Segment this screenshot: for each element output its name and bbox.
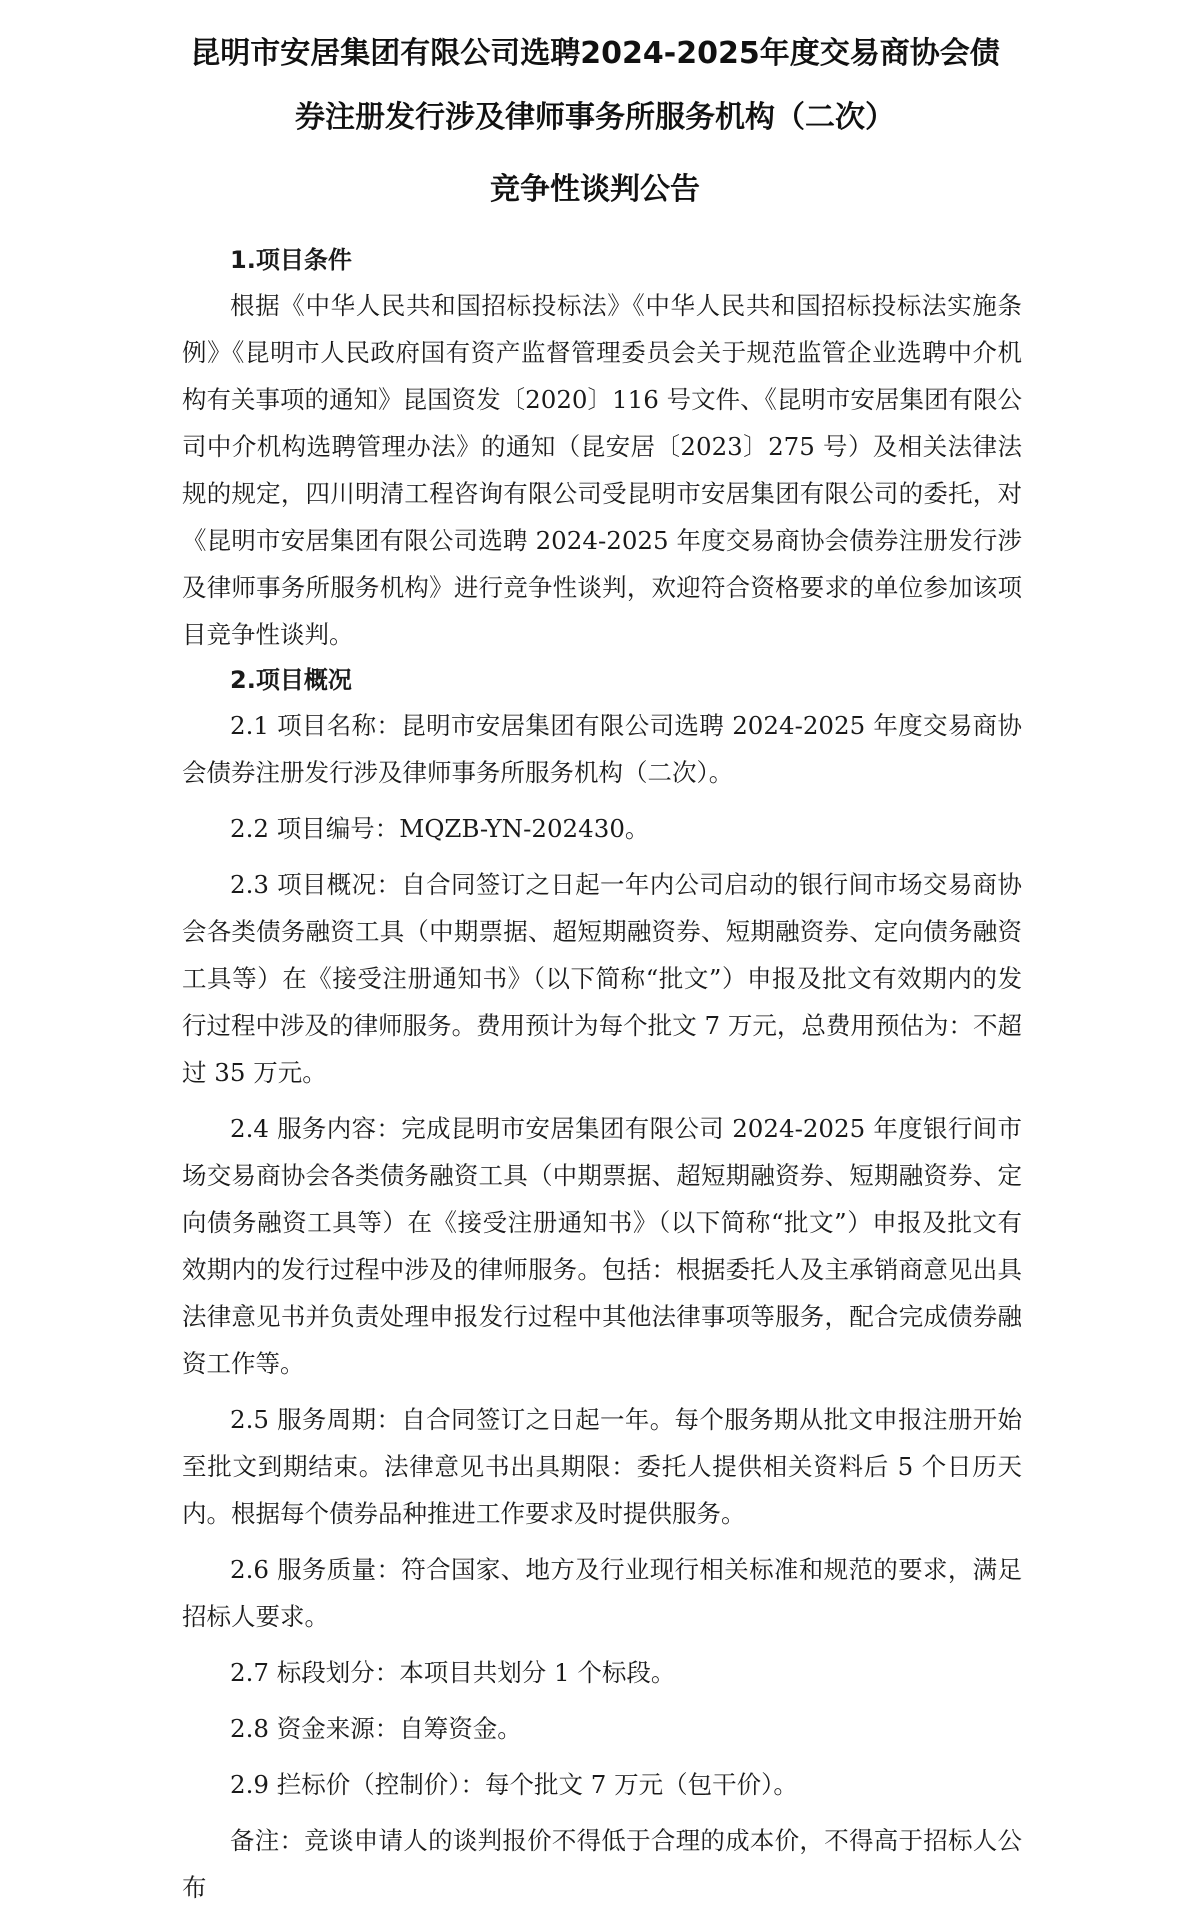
item-2-5-service-period: 2.5 服务周期：自合同签订之日起一年。每个服务期从批文申报注册开始至批文到期结束。法律意见书出具期限：委托人提供相关资料后 5 个日历天内。根据每个债券品种推进工作要求及时提供服务。 bbox=[182, 1405, 1022, 1528]
item-2-3-project-summary: 2.3 项目概况：自合同签订之日起一年内公司启动的银行间市场交易商协会各类债务融资工具（中期票据、超短期融资券、短期融资券、定向债务融资工具等）在《接受注册通知书》（以下简称“批文”）申报及批文有效期内的发行过程中涉及的律师服务。费用预计为每个批文 7 万元，总费用预估为：不超过 35 万元。 bbox=[182, 870, 1022, 1087]
item-2-1-project-name: 2.1 项目名称：昆明市安居集团有限公司选聘 2024-2025 年度交易商协会债券注册发行涉及律师事务所服务机构（二次）。 bbox=[182, 711, 1022, 787]
title-line-2: 券注册发行涉及律师事务所服务机构（二次） bbox=[295, 100, 895, 135]
document-title bbox=[180, 22, 1010, 222]
item-2-4-service-content: 2.4 服务内容：完成昆明市安居集团有限公司 2024-2025 年度银行间市场交易商协会各类债务融资工具（中期票据、超短期融资券、短期融资券、定向债务融资工具等）在《接受注册通知书》（以下简称“批文”）申报及批文有效期内的发行过程中涉及的律师服务。包括：根据委托人及主承销商意见出具法律意见书并负责处理申报发行过程中其他法律事项等服务，配合完成债券融资工作等。 bbox=[182, 1114, 1022, 1378]
project-conditions-paragraph: 根据《中华人民共和国招标投标法》《中华人民共和国招标投标法实施条例》《昆明市人民政府国有资产监督管理委员会关于规范监管企业选聘中介机构有关事项的通知》昆国资发〔2020〕116 号文件、《昆明市安居集团有限公司中介机构选聘管理办法》的通知（昆安居〔2023〕275 号）及相关法律法规的规定，四川明清工程咨询有限公司受昆明市安居集团有限公司的委托，对《昆明市安居集团有限公司选聘 2024-2025 年度交易商协会债券注册发行涉及律师事务所服务机构》进行竞争性谈判，欢迎符合资格要求的单位参加该项目竞争性谈判。 bbox=[182, 291, 1022, 649]
item-2-8-fund-source: 2.8 资金来源：自筹资金。 bbox=[230, 1714, 522, 1743]
document-body bbox=[182, 238, 1022, 1911]
item-2-6-service-quality: 2.6 服务质量：符合国家、地方及行业现行相关标准和规范的要求，满足招标人要求。 bbox=[182, 1555, 1022, 1631]
item-2-7-lot-division: 2.7 标段划分：本项目共划分 1 个标段。 bbox=[230, 1658, 676, 1687]
title-line-1: 昆明市安居集团有限公司选聘2024-2025年度交易商协会债 bbox=[190, 36, 1000, 71]
note-paragraph: 备注：竞谈申请人的谈判报价不得低于合理的成本价，不得高于招标人公布 bbox=[182, 1826, 1022, 1902]
item-2-9-ceiling-price: 2.9 拦标价（控制价）：每个批文 7 万元（包干价）。 bbox=[230, 1770, 798, 1799]
section-heading-project-conditions: 1.项目条件 bbox=[230, 246, 352, 274]
document-subtitle: 竞争性谈判公告 bbox=[490, 172, 700, 207]
item-2-2-project-number: 2.2 项目编号：MQZB-YN-202430。 bbox=[230, 814, 650, 843]
section-heading-project-overview: 2.项目概况 bbox=[230, 666, 352, 694]
